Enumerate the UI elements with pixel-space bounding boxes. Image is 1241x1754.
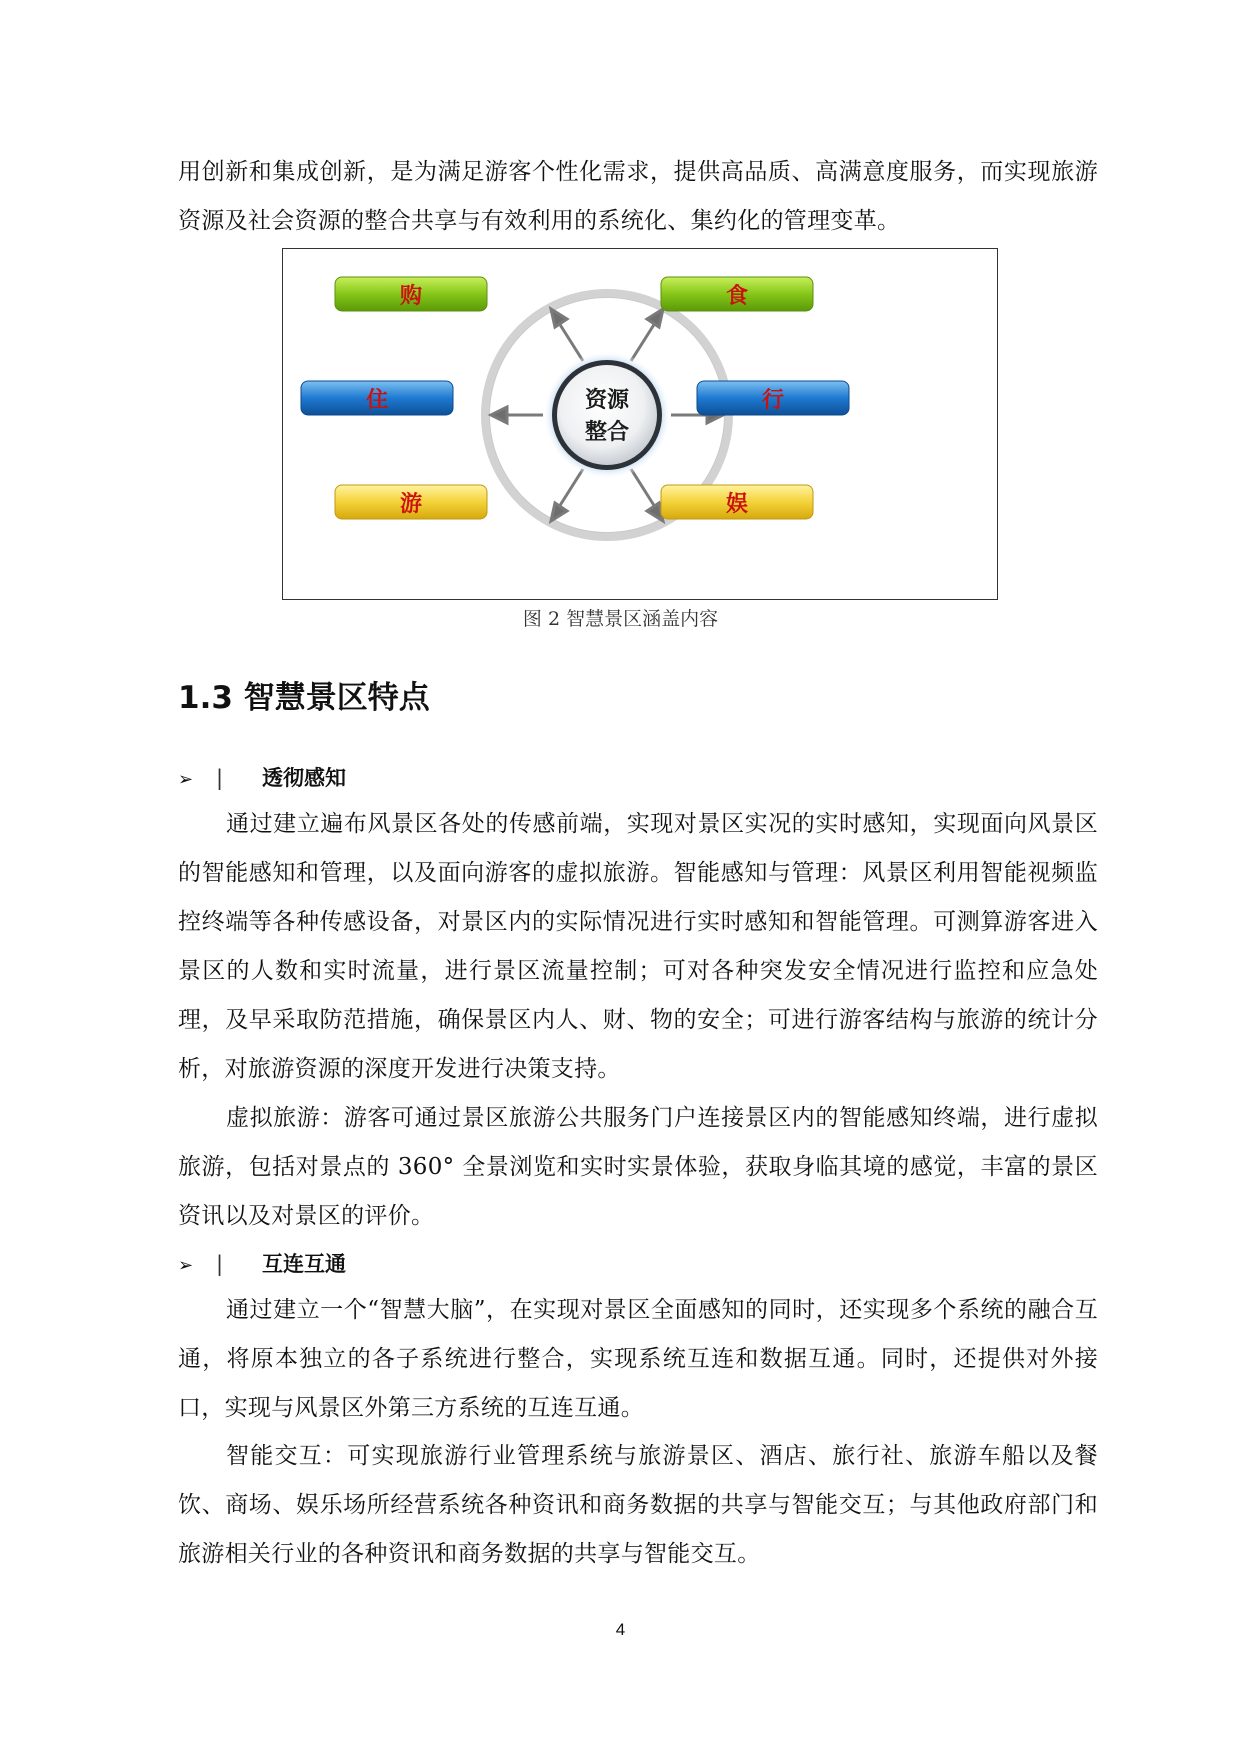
center-label-line2: 整合 — [584, 420, 630, 445]
figure-diagram — [283, 249, 997, 599]
page-number: 4 — [615, 1620, 626, 1639]
label-box-tour — [335, 485, 487, 519]
label-entertain: 娱 — [725, 492, 749, 517]
label-food: 食 — [725, 284, 749, 309]
paragraph-interconnect-2: 智能交互：可实现旅游行业管理系统与旅游景区、酒店、旅行社、旅游车船以及餐饮、商场、娱乐场所经营系统各种资讯和商务数据的共享与智能交互；与其他政府部门和旅游相关行业的各种资讯和商务数据的共享与智能交互。 — [178, 1443, 1098, 1567]
bullet-bar: | — [216, 766, 224, 790]
bullet-arrow-icon: ➢ — [178, 1255, 194, 1276]
bullet-heading-interconnect — [178, 1248, 346, 1278]
bullet-title: 互连互通 — [262, 1252, 346, 1276]
label-box-stay — [301, 381, 453, 415]
intro-paragraph: 用创新和集成创新，是为满足游客个性化需求，提供高品质、高满意度服务，而实现旅游资源及社会资源的整合共享与有效利用的系统化、集约化的管理变革。 — [178, 159, 1098, 234]
bullet-bar: | — [216, 1252, 224, 1276]
label-box-food — [661, 277, 813, 311]
label-box-travel — [697, 381, 849, 415]
paragraph-perception-1: 通过建立遍布风景区各处的传感前端，实现对景区实况的实时感知，实现面向风景区的智能感知和管理，以及面向游客的虚拟旅游。智能感知与管理：风景区利用智能视频监控终端等各种传感设备，对景区内的实际情况进行实时感知和智能管理。可测算游客进入景区的人数和实时流量，进行景区流量控制；可对各种突发安全情况进行监控和应急处理，及早采取防范措施，确保景区内人、财、物的安全；可进行游客结构与旅游的统计分析，对旅游资源的深度开发进行决策支持。 — [178, 811, 1098, 1082]
paragraph-interconnect-1: 通过建立一个“智慧大脑”，在实现对景区全面感知的同时，还实现多个系统的融合互通，将原本独立的各子系统进行整合，实现系统互连和数据互通。同时，还提供对外接口，实现与风景区外第三方系统的互连互通。 — [178, 1297, 1098, 1421]
bullet-title: 透彻感知 — [262, 766, 346, 790]
label-travel: 行 — [761, 388, 785, 413]
paragraph-perception-2: 虚拟旅游：游客可通过景区旅游公共服务门户连接景区内的智能感知终端，进行虚拟旅游，包括对景点的 360° 全景浏览和实时实景体验，获取身临其境的感觉，丰富的景区资讯以及对景区的评价。 — [178, 1105, 1098, 1229]
label-box-shop — [335, 277, 487, 311]
label-box-entertain — [661, 485, 813, 519]
figure-resource-integration — [282, 248, 998, 600]
section-heading: 1.3 智慧景区特点 — [178, 680, 430, 716]
label-shop: 购 — [399, 284, 423, 309]
label-stay: 住 — [365, 388, 389, 413]
center-label-line1: 资源 — [584, 388, 630, 413]
label-tour: 游 — [399, 492, 423, 517]
bullet-heading-perception — [178, 762, 346, 792]
bullet-arrow-icon: ➢ — [178, 769, 194, 790]
figure-caption: 图 2 智慧景区涵盖内容 — [522, 608, 719, 630]
